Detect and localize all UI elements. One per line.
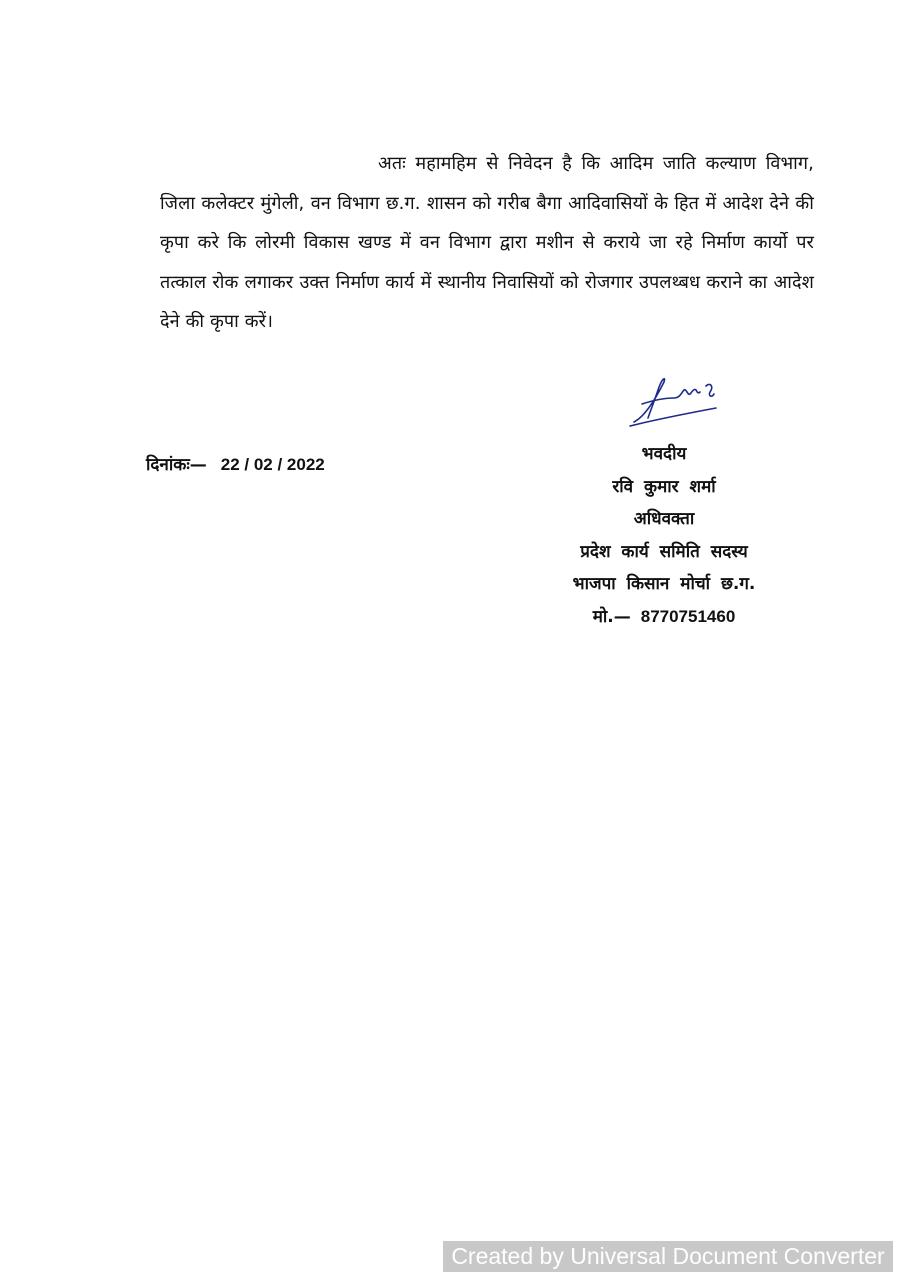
closing-salutation: भवदीय	[641, 444, 687, 464]
converter-watermark: Created by Universal Document Converter	[443, 1241, 893, 1272]
sender-name: रवि कुमार शर्मा	[612, 476, 716, 497]
sender-organization: भाजपा किसान मोर्चा छ.ग.	[572, 574, 756, 594]
date-value: 22 / 02 / 2022	[220, 455, 325, 474]
sender-committee: प्रदेश कार्य समिति सदस्य	[580, 541, 748, 562]
handwritten-signature	[624, 362, 724, 432]
phone-label: मो.—	[592, 606, 631, 627]
letter-body-paragraph: अतः महामहिम से निवेदन है कि आदिम जाति कल्याण विभाग, जिला कलेक्टर मुंगेली, वन विभाग छ.ग. शासन को गरीब बैगा आदिवासियों के हित में आदेश देने की कृपा करे कि लोरमी विकास खण्ड में वन विभाग द्वारा मशीन से कराये जा रहे निर्माण कार्यो पर तत्काल रोक लगाकर उक्त निर्माण कार्य में स्थानीय निवासियों को रोजगार उपलथ्बध कराने का आदेश देने की कृपा करें।	[160, 153, 814, 332]
date-line	[146, 452, 325, 475]
date-label: दिनांकः—	[146, 455, 207, 475]
sender-phone	[536, 601, 792, 634]
sender-designation: अधिवक्ता	[633, 509, 695, 529]
phone-number: 8770751460	[640, 606, 736, 626]
sender-details	[536, 438, 792, 633]
